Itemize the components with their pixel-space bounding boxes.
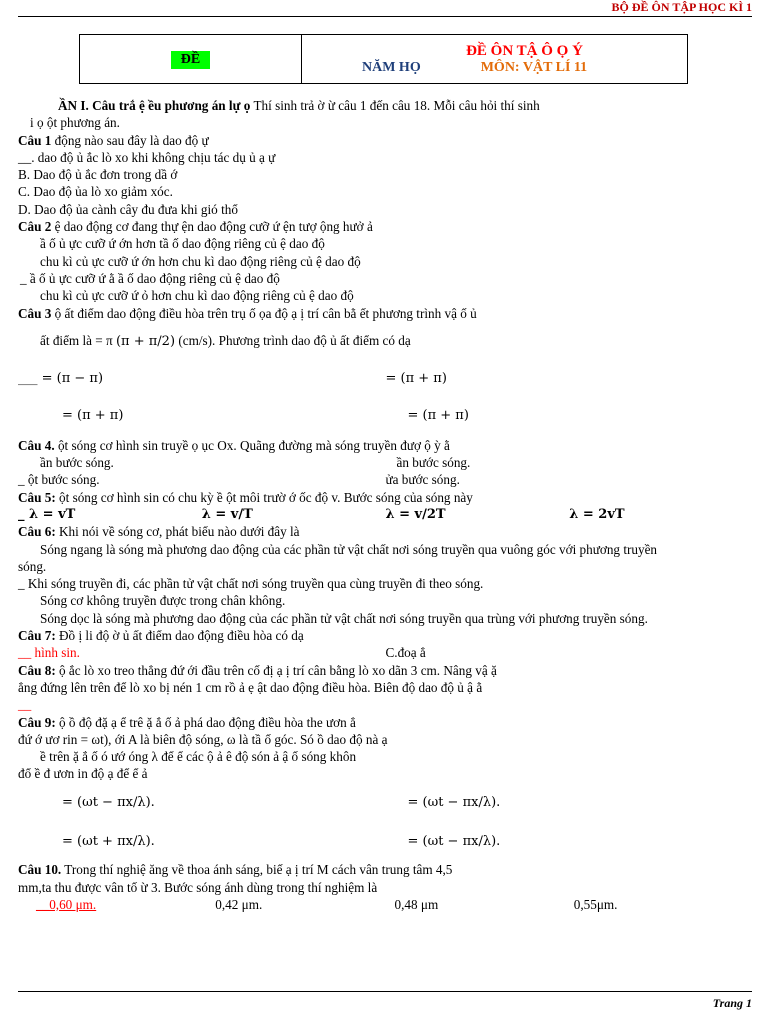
- question-2: Câu 2 ệ dao động cơ đang thự ện dao động cưỡ ứ ện tượ ộng hưở ả: [18, 219, 373, 235]
- q5-option-b: λ = v/T: [201, 506, 253, 522]
- q9-line4: đổ ề đ ươn in độ ạ để ể ả: [18, 766, 148, 782]
- q5-option-d: λ = 2vT: [569, 506, 625, 522]
- q3-options-row1: [18, 360, 753, 397]
- subject-label: MÔN: VẬT LÍ 11: [480, 59, 588, 75]
- q9-line3: ề trên ặ ắ ố ó ướ óng λ để ể các ộ ả ê độ són ả ậ ố sóng khôn: [40, 749, 357, 765]
- q4-row2: [18, 471, 753, 488]
- question-6: Câu 6: Khi nói về sóng cơ, phát biểu nào dưới đây là: [18, 524, 300, 540]
- question-9: Câu 9: ộ ồ độ đặ ạ ể trê ặ ắ ố ả phá dao động điều hòa the ươn ẳ: [18, 714, 356, 730]
- q10-option-a: __0,60 μm.: [36, 896, 97, 912]
- q10-option-c: 0,48 μm: [394, 896, 439, 912]
- exam-header-box: [79, 34, 688, 84]
- q4-option-a: ần bước sóng.: [40, 455, 114, 471]
- exam-code-cell: [80, 35, 302, 84]
- q2-option-a: ầ ố ủ ực cưỡ ứ ớn hơn tầ ố dao động riêng củ ệ dao độ: [40, 236, 325, 252]
- exam-content: [18, 97, 753, 913]
- question-4: Câu 4. ột sóng cơ hình sin truyề ọ ục Ox. Quãng đường mà sóng truyền đượ ộ ỳ ằ: [18, 437, 450, 453]
- q6-option-d: Sóng dọc là sóng mà phương dao động của các phần tử vật chất nơi sóng truyền qua trùng với phương truyền sóng.: [40, 610, 648, 626]
- page-number: Trang 1: [712, 996, 752, 1010]
- q9-option-c: = (ωt + πx/λ).: [62, 833, 155, 849]
- q6-option-b: _ Khi sóng truyền đi, các phần tử vật chất nơi sóng truyền qua cùng truyền đi theo sóng.: [18, 576, 484, 592]
- q3-line2: ất điểm là = π (π + π/2) (cm/s). Phương trình dao độ ủ ất điểm có dạ: [40, 332, 411, 349]
- q3-option-d: = (π + π): [407, 408, 469, 424]
- q8-answer-mark: __: [18, 697, 32, 713]
- q9-option-a: = (ωt − πx/λ).: [62, 794, 155, 810]
- doc-header-title: BỘ ĐỀ ÔN TẬP HỌC KÌ 1: [611, 0, 752, 14]
- exam-title: ĐỀ ÔN TẬ Ô Ọ Ý: [466, 42, 583, 59]
- q10-line2: mm,ta thu được vân tố ừ 3. Bước sóng ánh dùng trong thí nghiệm là: [18, 879, 378, 895]
- question-3: Câu 3 ộ ất điểm dao động điều hòa trên trụ ố ọa độ ạ ị trí cân bằ ết phương trình vậ ố ủ: [18, 305, 477, 321]
- q3-option-c: = (π + π): [62, 408, 124, 424]
- q9-line2: đứ ớ ươ rin = ωt), ới A là biên độ sóng, ω là tầ ố góc. Só ồ dao độ nà ạ: [18, 731, 388, 747]
- q10-option-d: 0,55μm.: [573, 896, 618, 912]
- q9-options-row1: [18, 783, 753, 822]
- header-divider: [18, 16, 752, 17]
- q3-options-row2: [18, 397, 753, 436]
- q5-options: [18, 506, 753, 523]
- q4-row1: [18, 454, 753, 471]
- q1-option-d: D. Dao độ ủa cành cây đu đưa khi gió thổ: [18, 201, 238, 217]
- q10-options: [18, 896, 753, 913]
- question-10: Câu 10. Trong thí nghiệ ăng về thoa ánh sáng, biế ạ ị trí M cách vân trung tâm 4,5: [18, 862, 453, 878]
- question-8: Câu 8: ộ ắc lò xo treo thẳng đứ ới đầu trên cố đị ạ ị trí cân bằng lò xo dãn 3 cm. Nâng vậ ặ: [18, 662, 497, 678]
- q6-option-a: Sóng ngang là sóng mà phương dao động của các phần tử vật chất nơi sóng truyền qua vuông góc với phương truyền: [40, 541, 658, 557]
- q7-options: [18, 644, 753, 661]
- q6-option-a-cont: sóng.: [18, 558, 47, 574]
- part-intro: ẦN I. Câu trắ ệ ều phương án lự ọ Thí sinh trả ờ ừ câu 1 đến câu 18. Mỗi câu hỏi thí sinh: [58, 98, 540, 113]
- school-year: NĂM HỌ: [362, 59, 421, 75]
- q7-option-a: __ hình sin.: [18, 645, 80, 661]
- q4-option-b: ần bước sóng.: [396, 455, 471, 471]
- q1-option-b: B. Dao độ ủ ắc đơn trong dầ ớ: [18, 167, 178, 183]
- q9-option-d: = (ωt − πx/λ).: [407, 833, 501, 849]
- q5-option-a: _ λ = vT: [18, 506, 76, 522]
- question-1: Câu 1 động nào sau đây là dao độ ự: [18, 132, 209, 148]
- q2-option-c: _ ầ ố ủ ực cưỡ ứ ằ ầ ố dao động riêng củ ệ dao độ: [20, 270, 280, 286]
- q2-option-d: chu kì củ ực cưỡ ứ ỏ hơn chu kì dao động riêng củ ệ dao độ: [40, 288, 354, 304]
- q2-option-b: chu kì củ ực cưỡ ứ ớn hơn chu kì dao động riêng củ ệ dao độ: [40, 253, 361, 269]
- q1-option-a: __. dao độ ủ ắc lò xo khi không chịu tác dụ ủ ạ ự: [18, 149, 276, 165]
- q4-option-c: _ ột bước sóng.: [18, 472, 100, 488]
- q5-option-c: λ = v/2T: [385, 506, 446, 522]
- exam-title-cell: [302, 35, 688, 84]
- question-5: Câu 5: ột sóng cơ hình sin có chu kỳ ề ột môi trườ ớ ốc độ v. Bước sóng của sóng này: [18, 489, 473, 505]
- footer-divider: [18, 991, 752, 992]
- q8-line2: ẳng đứng lên trên để lò xo bị nén 1 cm rồ ả ẹ ật dao động điều hòa. Biên độ dao độ ủ ậ ằ: [18, 679, 483, 695]
- q9-option-b: = (ωt − πx/λ).: [407, 794, 501, 810]
- q3-option-b: = (π + π): [385, 371, 447, 387]
- q3-option-a: ___ = (π − π): [18, 371, 104, 387]
- q7-option-c: C.đoạ ẳ: [385, 645, 426, 661]
- exam-code-label: ĐỀ: [171, 51, 210, 69]
- q4-option-d: ửa bước sóng.: [385, 472, 460, 488]
- part-intro-line2: i ọ ột phương án.: [30, 115, 120, 131]
- question-7: Câu 7: Đồ ị li độ ờ ủ ất điểm dao động điều hòa có dạ: [18, 628, 304, 644]
- q9-options-row2: [18, 822, 753, 861]
- q1-option-c: C. Dao độ ủa lò xo giảm xóc.: [18, 184, 173, 200]
- q6-option-c: Sóng cơ không truyền được trong chân không.: [40, 593, 286, 609]
- q10-option-b: 0,42 μm.: [215, 896, 263, 912]
